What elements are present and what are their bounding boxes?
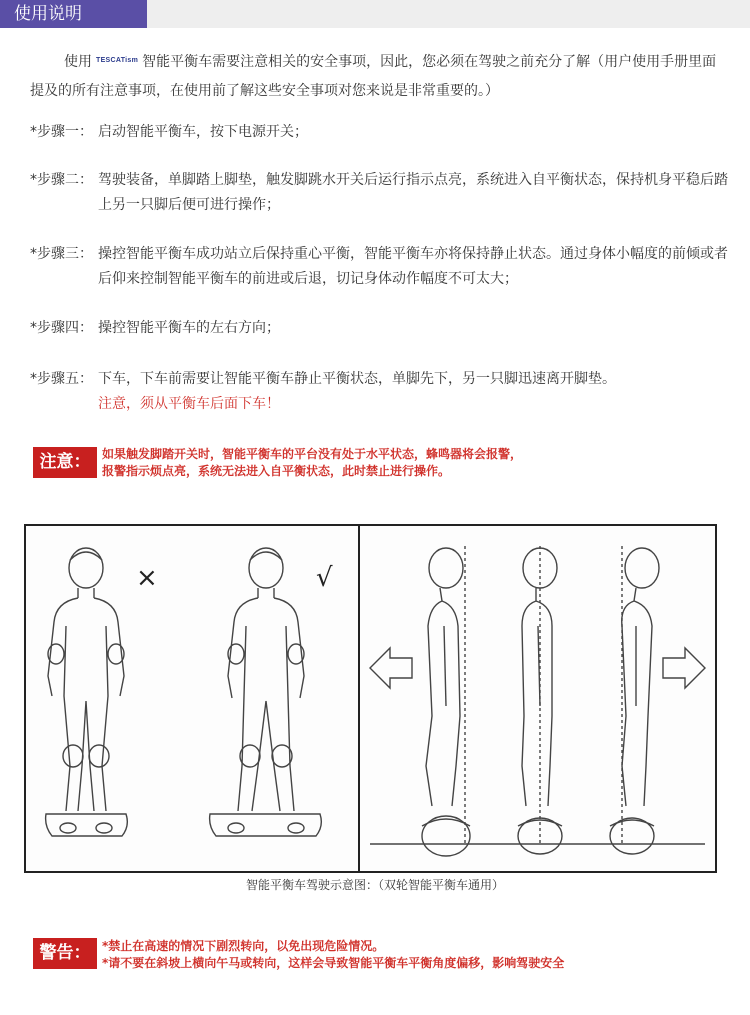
direction-illustration-panel	[358, 524, 717, 873]
step-text: 驾驶装备，单脚踏上脚垫，触发脚跳水开关后运行指示点亮，系统进入自平衡状态，保持机身平稳后踏上另一只脚后便可进行操作；	[98, 172, 728, 213]
step-label: *步骤二：	[30, 172, 93, 188]
intro-paragraph	[30, 46, 730, 106]
side-figure-back	[422, 546, 470, 856]
step-text: 下车，下车前需要让智能平衡车静止平衡状态，单脚先下，另一只脚迅速离开脚垫。	[98, 371, 616, 387]
brand-logo: TESCATism	[96, 57, 139, 64]
warning-text	[102, 938, 564, 972]
step-label: *步骤五：	[30, 371, 93, 387]
side-figure-forward	[610, 546, 659, 854]
step-text: 操控智能平衡车的左右方向；	[98, 320, 280, 336]
wrong-stance-figure	[46, 548, 128, 836]
side-figure-upright	[518, 546, 562, 854]
step-text: 启动智能平衡车，按下电源开关；	[98, 124, 308, 140]
right-arrow-icon	[663, 648, 705, 688]
note-line: 报警指示烦点亮，系统无法进入自平衡状态，此时禁止进行操作。	[102, 464, 451, 478]
step-warning: 注意，须从平衡车后面下车！	[98, 396, 280, 412]
warning-badge: 警告：	[33, 938, 97, 969]
right-mark: √	[316, 563, 333, 593]
correct-stance-figure	[210, 548, 322, 836]
step-text: 操控智能平衡车成功站立后保持重心平衡，智能平衡车亦将保持静止状态。通过身体小幅度的前倾或者后仰来控制智能平衡车的前进或后退，切记身体动作幅度不可太大；	[98, 246, 728, 287]
page-title-tab: 使用说明	[0, 0, 147, 28]
intro-before: 使用	[64, 54, 92, 70]
stance-illustration	[26, 526, 381, 871]
intro-after: 智能平衡车需要注意相关的安全事项，因此，您必须在驾驶之前充分了解（用户使用手册里面提及的所有注意事项，在使用前了解这些安全事项对您来说是非常重要的。）	[30, 54, 717, 99]
note-badge: 注意：	[33, 447, 97, 478]
warning-line: *请不要在斜坡上横向午马或转向，这样会导致智能平衡车平衡角度偏移，影响驾驶安全	[102, 956, 565, 970]
wrong-mark: ×	[136, 563, 158, 593]
step-3	[30, 242, 730, 292]
step-label: *步骤一：	[30, 124, 93, 140]
stance-illustration-panel	[24, 524, 383, 873]
note-line: 如果触发脚踏开关时，智能平衡车的平台没有处于水平状态，蜂鸣器将会报警，	[102, 447, 523, 461]
warning-line: *禁止在高速的情况下剧烈转向，以免出现危险情况。	[102, 939, 385, 953]
direction-illustration	[360, 526, 715, 871]
step-1	[30, 120, 730, 145]
left-arrow-icon	[370, 648, 412, 688]
step-5	[30, 367, 730, 417]
step-label: *步骤四：	[30, 320, 93, 336]
figure-caption: 智能平衡车驾驶示意图：（双轮智能平衡车通用）	[245, 878, 504, 892]
note-text	[102, 446, 522, 480]
step-4	[30, 316, 730, 341]
step-label: *步骤三：	[30, 246, 93, 262]
header-bar	[0, 0, 750, 28]
step-2	[30, 168, 730, 218]
